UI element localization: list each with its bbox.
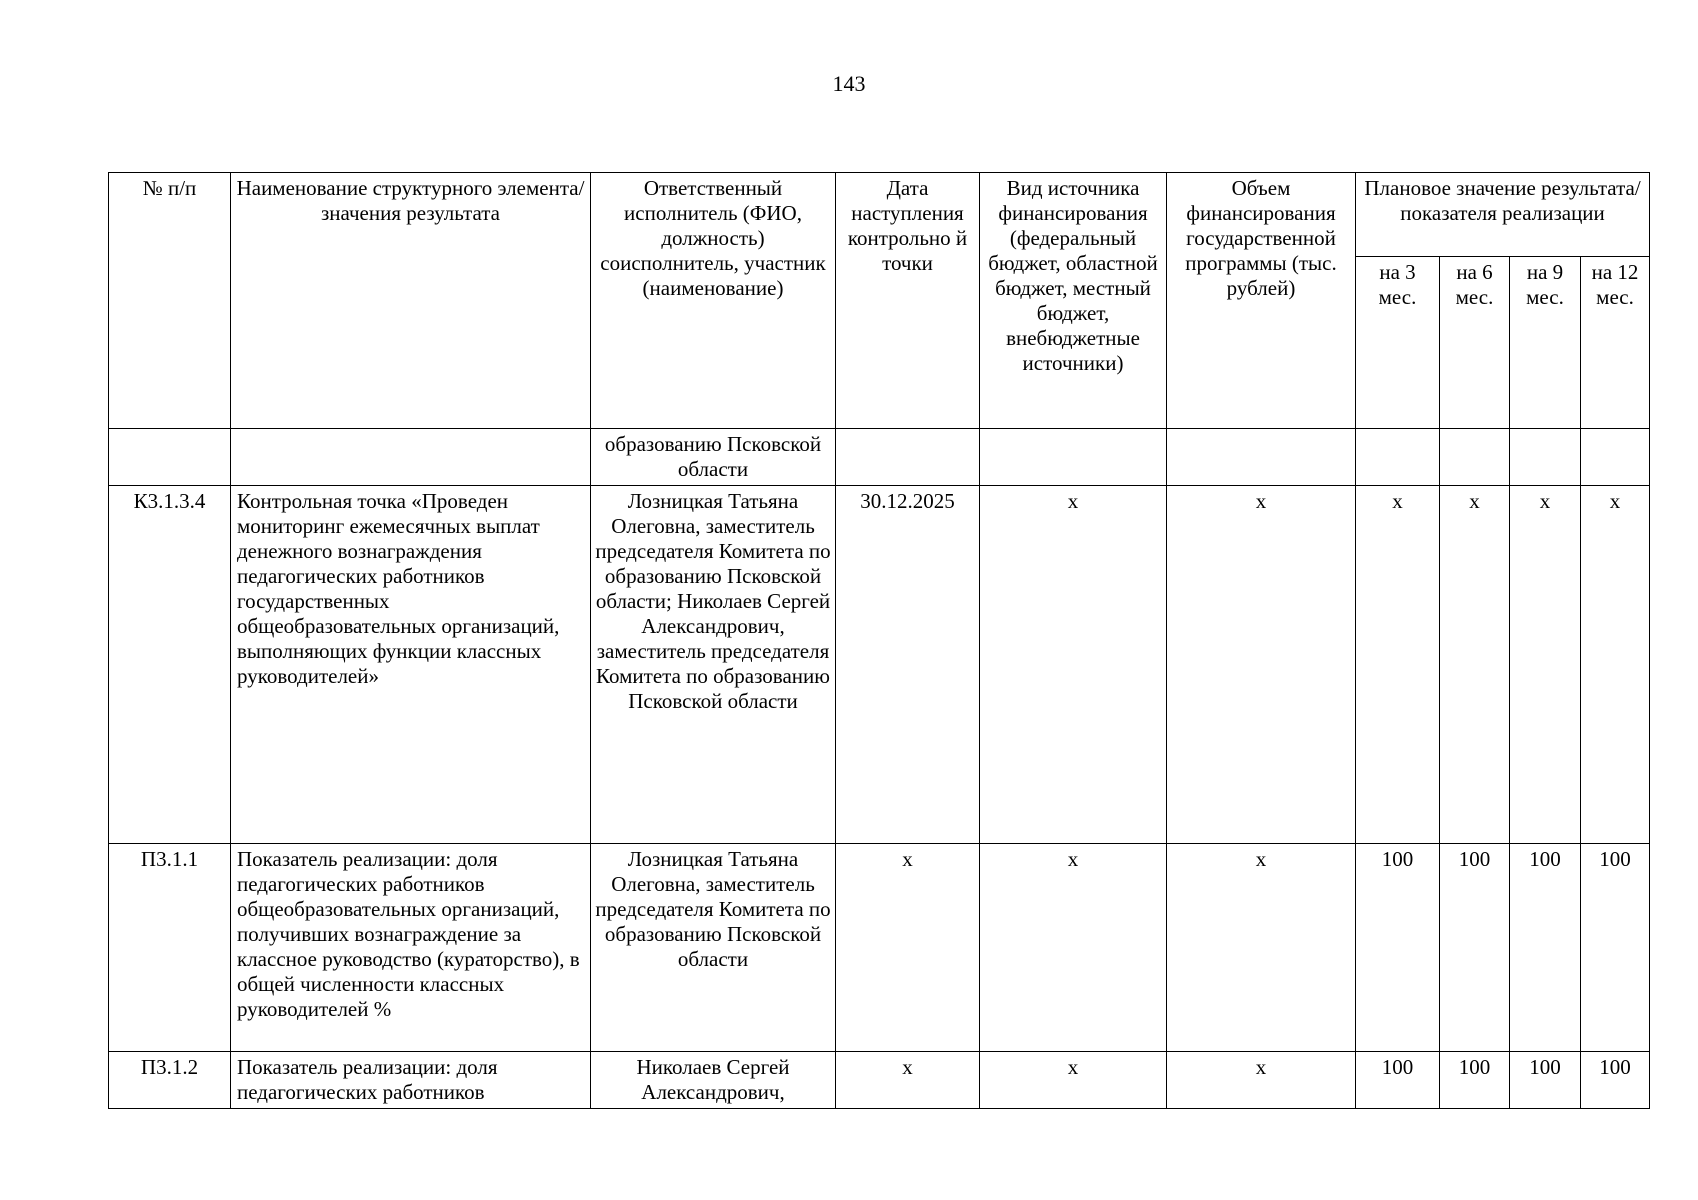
header-source: Вид источника финансирования (федеральный бюджет, областной бюджет, местный бюджет, внебюджетные источники) xyxy=(980,173,1167,429)
cell-m9 xyxy=(1510,429,1581,486)
cell-responsible: Николаев Сергей Александрович, xyxy=(591,1052,836,1109)
cell-m3: 100 xyxy=(1356,844,1440,1052)
cell-volume: x xyxy=(1167,844,1356,1052)
table-row xyxy=(109,1052,1650,1109)
cell-volume xyxy=(1167,429,1356,486)
cell-m12: 100 xyxy=(1581,844,1650,1052)
header-num: № п/п xyxy=(109,173,231,429)
header-m3: на 3 мес. xyxy=(1356,257,1440,429)
cell-m12: x xyxy=(1581,486,1650,844)
cell-responsible: Лозницкая Татьяна Олеговна, заместитель председателя Комитета по образованию Псковской области; Николаев Сергей Александрович, заместитель председателя Комитета по образованию Псковской области xyxy=(591,486,836,844)
cell-m12: 100 xyxy=(1581,1052,1650,1109)
cell-m9: 100 xyxy=(1510,844,1581,1052)
page-number: 143 xyxy=(832,71,866,96)
cell-source: x xyxy=(980,844,1167,1052)
cell-m3: 100 xyxy=(1356,1052,1440,1109)
header-m12: на 12 мес. xyxy=(1581,257,1650,429)
cell-num: К3.1.3.4 xyxy=(109,486,231,844)
cell-source xyxy=(980,429,1167,486)
header-m6: на 6 мес. xyxy=(1440,257,1510,429)
table-row xyxy=(109,486,1650,844)
table-row xyxy=(109,844,1650,1052)
cell-name: Показатель реализации: доля педагогических работников общеобразовательных организаций, получивших вознаграждение за классное руководство (кураторство), в общей численности классных руководителей % xyxy=(231,844,591,1052)
header-row xyxy=(109,173,1650,257)
cell-m3 xyxy=(1356,429,1440,486)
cell-m6: 100 xyxy=(1440,844,1510,1052)
cell-source: x xyxy=(980,1052,1167,1109)
header-m9: на 9 мес. xyxy=(1510,257,1581,429)
cell-num xyxy=(109,429,231,486)
cell-m9: x xyxy=(1510,486,1581,844)
cell-name: Показатель реализации: доля педагогических работников xyxy=(231,1052,591,1109)
header-volume: Объем финансирования государственной программы (тыс. рублей) xyxy=(1167,173,1356,429)
cell-volume: x xyxy=(1167,486,1356,844)
cell-date xyxy=(836,429,980,486)
header-responsible: Ответственный исполнитель (ФИО, должность) соисполнитель, участник (наименование) xyxy=(591,173,836,429)
cell-m6: x xyxy=(1440,486,1510,844)
table-row xyxy=(109,429,1650,486)
cell-m3: x xyxy=(1356,486,1440,844)
cell-m6 xyxy=(1440,429,1510,486)
cell-num: П3.1.1 xyxy=(109,844,231,1052)
header-planned: Плановое значение результата/показателя реализации xyxy=(1356,173,1650,257)
cell-responsible: Лозницкая Татьяна Олеговна, заместитель председателя Комитета по образованию Псковской области xyxy=(591,844,836,1052)
cell-source: x xyxy=(980,486,1167,844)
cell-num: П3.1.2 xyxy=(109,1052,231,1109)
cell-m9: 100 xyxy=(1510,1052,1581,1109)
cell-m12 xyxy=(1581,429,1650,486)
cell-responsible: образованию Псковской области xyxy=(591,429,836,486)
header-name: Наименование структурного элемента/ значения результата xyxy=(231,173,591,429)
cell-name: Контрольная точка «Проведен мониторинг ежемесячных выплат денежного вознаграждения педагогических работников государственных общеобразовательных организаций, выполняющих функции классных руководителей» xyxy=(231,486,591,844)
plan-table xyxy=(108,172,1650,1109)
header-date: Дата наступления контрольно й точки xyxy=(836,173,980,429)
cell-date: x xyxy=(836,1052,980,1109)
cell-name xyxy=(231,429,591,486)
cell-m6: 100 xyxy=(1440,1052,1510,1109)
cell-date: x xyxy=(836,844,980,1052)
cell-volume: x xyxy=(1167,1052,1356,1109)
cell-date: 30.12.2025 xyxy=(836,486,980,844)
